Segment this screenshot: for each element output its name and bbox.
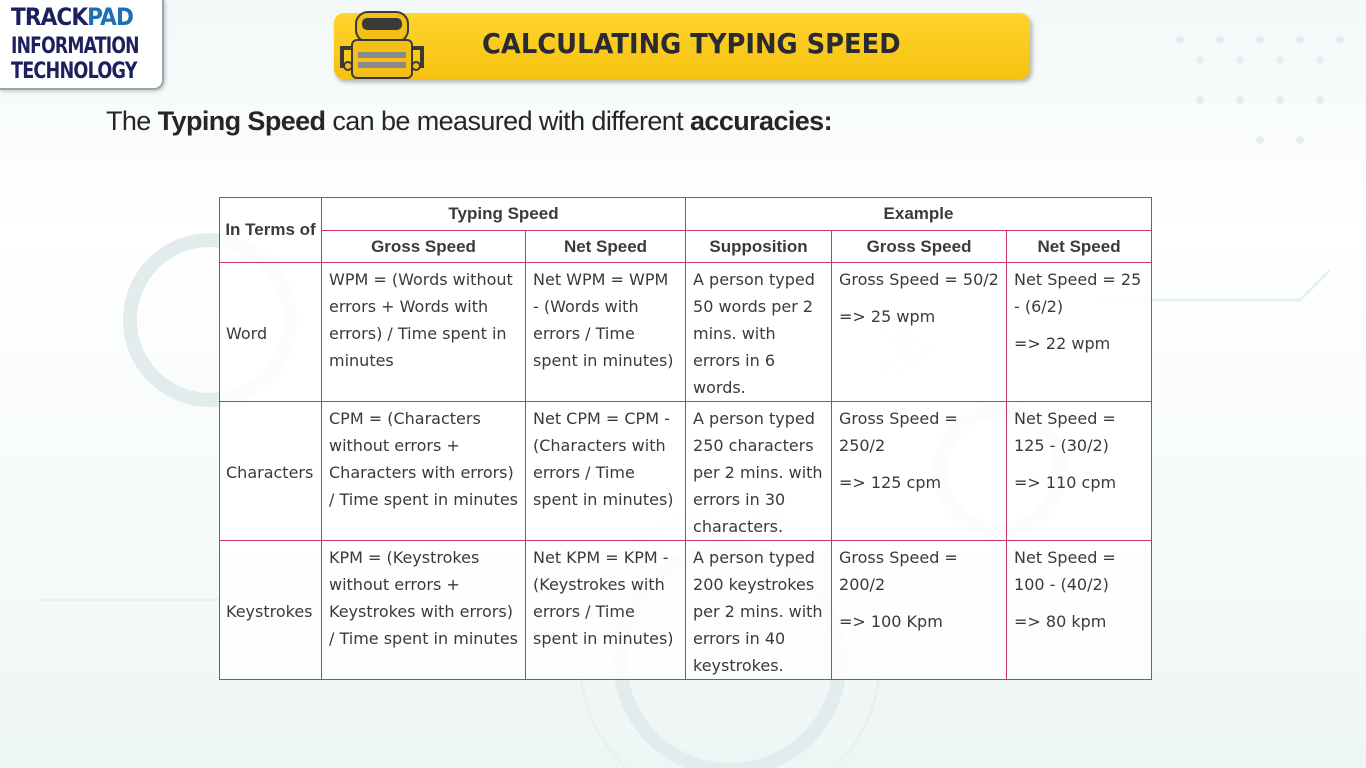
example-gross-cell	[832, 402, 1007, 541]
term-cell: Characters	[220, 402, 322, 541]
example-net-cell	[1007, 402, 1152, 541]
example-gross-result: => 125 cpm	[839, 473, 942, 492]
example-net-result: => 22 wpm	[1014, 334, 1111, 353]
gross-formula-cell: KPM = (Keystrokes without errors + Keystrokes with errors) / Time spent in minutes	[322, 541, 526, 680]
header-example: Example	[686, 198, 1152, 231]
header-example-net-speed: Net Speed	[1007, 231, 1152, 263]
table-row	[220, 541, 1152, 680]
supposition-cell: A person typed 200 keystrokes per 2 mins. with errors in 40 keystrokes.	[686, 541, 832, 680]
header-supposition: Supposition	[686, 231, 832, 263]
typing-speed-table	[219, 197, 1152, 680]
trackpad-logo	[0, 0, 164, 90]
example-gross-calc: Gross Speed = 50/2	[839, 270, 999, 289]
net-formula-cell: Net CPM = CPM - (Characters with errors / Time spent in minutes)	[526, 402, 686, 541]
example-net-calc: Net Speed = 125 - (30/2)	[1014, 409, 1116, 455]
supposition-cell: A person typed 250 characters per 2 mins. with errors in 30 characters.	[686, 402, 832, 541]
header-example-gross-speed: Gross Speed	[832, 231, 1007, 263]
supposition-cell: A person typed 50 words per 2 mins. with errors in 6 words.	[686, 263, 832, 402]
term-cell: Keystrokes	[220, 541, 322, 680]
example-gross-result: => 25 wpm	[839, 307, 936, 326]
gross-formula-cell: CPM = (Characters without errors + Characters with errors) / Time spent in minutes	[322, 402, 526, 541]
logo-line-technology: TECHNOLOGY	[11, 59, 137, 84]
example-gross-calc: Gross Speed = 250/2	[839, 409, 958, 455]
example-net-result: => 110 cpm	[1014, 473, 1117, 492]
page-title: CALCULATING TYPING SPEED	[482, 27, 901, 60]
header-in-terms-of: In Terms of	[220, 198, 322, 263]
example-net-calc: Net Speed = 100 - (40/2)	[1014, 548, 1116, 594]
table-row	[220, 402, 1152, 541]
example-net-cell	[1007, 541, 1152, 680]
net-formula-cell: Net KPM = KPM - (Keystrokes with errors / Time spent in minutes)	[526, 541, 686, 680]
gross-formula-cell: WPM = (Words without errors + Words with errors) / Time spent in minutes	[322, 263, 526, 402]
example-gross-cell	[832, 541, 1007, 680]
term-cell: Word	[220, 263, 322, 402]
header-net-speed: Net Speed	[526, 231, 686, 263]
logo-brand: TRACKPAD	[11, 3, 133, 31]
intro-text: The Typing Speed can be measured with different accuracies:	[106, 106, 832, 136]
example-net-cell	[1007, 263, 1152, 402]
header-typing-speed: Typing Speed	[322, 198, 686, 231]
table-row	[220, 263, 1152, 402]
example-gross-cell	[832, 263, 1007, 402]
example-net-calc: Net Speed = 25 - (6/2)	[1014, 270, 1142, 316]
example-gross-result: => 100 Kpm	[839, 612, 943, 631]
logo-line-information: INFORMATION	[11, 34, 139, 59]
title-banner	[334, 13, 1030, 79]
example-gross-calc: Gross Speed = 200/2	[839, 548, 958, 594]
header-gross-speed: Gross Speed	[322, 231, 526, 263]
net-formula-cell: Net WPM = WPM - (Words with errors / Time spent in minutes)	[526, 263, 686, 402]
example-net-result: => 80 kpm	[1014, 612, 1107, 631]
robot-mascot-icon	[338, 4, 428, 82]
